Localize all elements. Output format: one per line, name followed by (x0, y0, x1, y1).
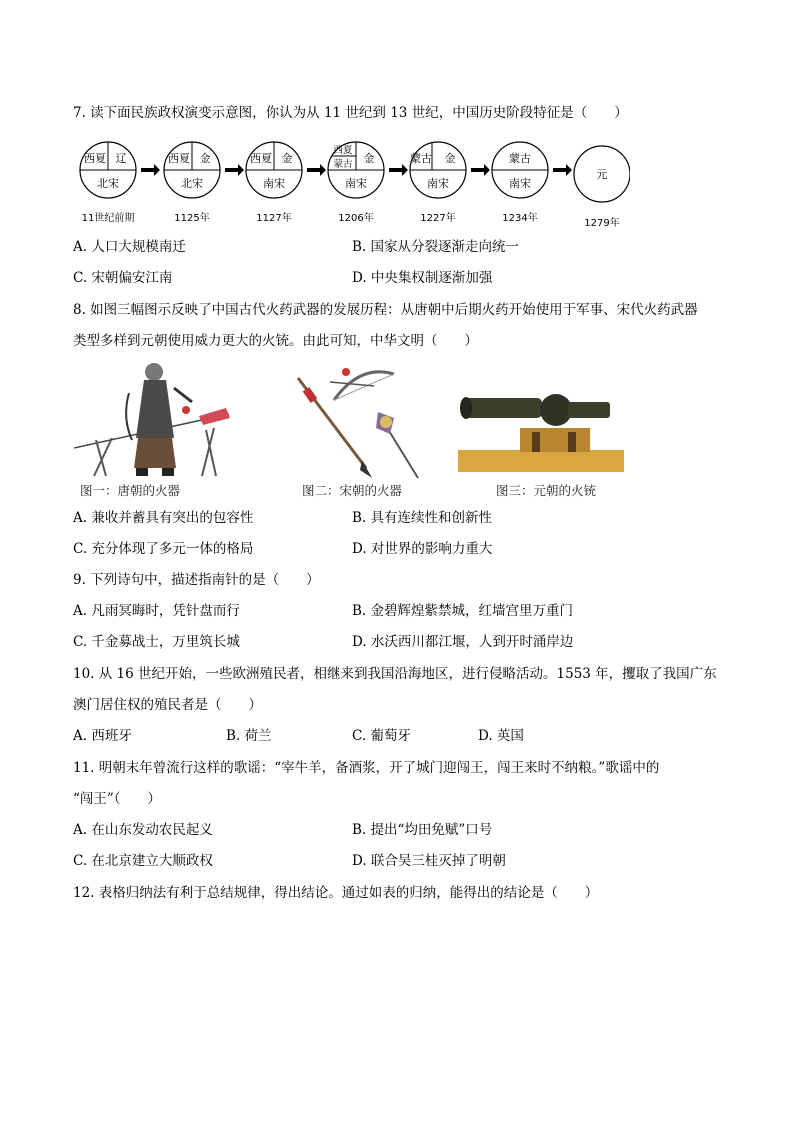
stage3-top-1: 西夏 (250, 152, 272, 165)
q9-option-c[interactable]: C. 千金募战士，万里筑长城 (73, 634, 240, 650)
tang-firearm-image (74, 358, 234, 480)
q10-option-a[interactable]: A. 西班牙 (73, 728, 132, 744)
q7-option-b[interactable]: B. 国家从分裂逐渐走向统一 (352, 239, 520, 255)
song-firearm-image (290, 360, 430, 482)
q10-option-c[interactable]: C. 葡萄牙 (352, 728, 411, 744)
stage5-year: 1227年 (420, 213, 456, 224)
stage4-top-2: 西夏 (333, 145, 353, 156)
q8-option-d[interactable]: D. 对世界的影响力重大 (352, 541, 493, 557)
stage7-year: 1279年 (584, 218, 620, 229)
stage6-bottom: 南宋 (509, 177, 531, 190)
stage3-year: 1127年 (256, 213, 292, 224)
q7-option-c[interactable]: C. 宋朝偏安江南 (73, 270, 173, 286)
q11-option-a[interactable]: A. 在山东发动农民起义 (73, 822, 213, 838)
q10-stem-line1: 10. 从 16 世纪开始，一些欧洲殖民者，相继来到我国沿海地区，进行侵略活动。1553 年，攫取了我国广东 (73, 666, 717, 682)
q11-option-b[interactable]: B. 提出“均田免赋”口号 (352, 822, 493, 838)
q10-stem-line2: 澳门居住权的殖民者是（ ） (73, 697, 262, 713)
stage5-bottom: 南宋 (427, 177, 449, 190)
q8-stem-line1: 8. 如图三幅图示反映了中国古代火药武器的发展历程：从唐朝中后期火药开始使用于军事、宋代火药武器 (73, 302, 698, 318)
stage3-top-2: 金 (281, 152, 293, 165)
q8-option-c[interactable]: C. 充分体现了多元一体的格局 (73, 541, 254, 557)
q11-option-d[interactable]: D. 联合吴三桂灭掉了明朝 (352, 853, 506, 869)
stage4-year: 1206年 (338, 213, 374, 224)
stage-circle-3 (246, 142, 302, 224)
stage1-top-1: 西夏 (84, 152, 106, 165)
q7-stem: 7. 读下面民族政权演变示意图，你认为从 11 世纪到 13 世纪，中国历史阶段特征是（ ） (73, 105, 628, 121)
stage5-top-1: 蒙古 (410, 152, 432, 165)
stage7-bottom: 元 (596, 168, 608, 181)
stage6-top-1: 蒙古 (509, 152, 531, 165)
stage2-bottom: 北宋 (181, 177, 203, 190)
q11-stem-line1: 11. 明朝末年曾流行这样的歌谣：“宰牛羊，备酒浆，开了城门迎闯王，闯王来时不纳粮。”歌谣中的 (73, 760, 660, 776)
q10-option-d[interactable]: D. 英国 (478, 728, 524, 744)
yuan-cannon-image (458, 388, 624, 474)
q9-option-b[interactable]: B. 金碧辉煌紫禁城，红墙宫里万重门 (352, 603, 574, 619)
stage1-top-2: 辽 (115, 152, 127, 165)
stage5-top-2: 金 (444, 152, 456, 165)
q9-option-d[interactable]: D. 水沃西川都江堰，人到开时涌岸边 (352, 634, 574, 650)
figure2-caption: 图二：宋朝的火器 (302, 483, 403, 498)
q12-stem: 12. 表格归纳法有利于总结规律，得出结论。通过如表的归纳，能得出的结论是（ ） (73, 885, 599, 901)
q11-stem-line2: “闯王”（ ） (73, 791, 162, 807)
q7-option-d[interactable]: D. 中央集权制逐渐加强 (352, 270, 493, 286)
q9-stem: 9. 下列诗句中，描述指南针的是（ ） (73, 572, 320, 588)
stage4-bottom: 南宋 (345, 177, 367, 190)
stage6-year: 1234年 (502, 213, 538, 224)
stage-circle-5 (410, 142, 466, 224)
stage2-top-1: 西夏 (168, 152, 190, 165)
q10-option-b[interactable]: B. 荷兰 (226, 728, 272, 744)
q8-stem-line2: 类型多样到元朝使用威力更大的火铳。由此可知，中华文明（ ） (73, 333, 478, 349)
stage2-top-2: 金 (199, 152, 211, 165)
stage4-top-3: 金 (363, 152, 375, 165)
stage1-bottom: 北宋 (97, 177, 119, 190)
q8-option-b[interactable]: B. 具有连续性和创新性 (352, 510, 493, 526)
stage-circle-4 (328, 142, 384, 224)
stage4-top-1: 蒙古 (333, 159, 353, 170)
figure3-caption: 图三：元朝的火铳 (496, 483, 597, 498)
q7-option-a[interactable]: A. 人口大规模南迁 (73, 239, 186, 255)
q11-option-c[interactable]: C. 在北京建立大顺政权 (73, 853, 213, 869)
stage-circle-6 (492, 142, 548, 224)
stage-circle-2 (164, 142, 220, 224)
figure1-caption: 图一：唐朝的火器 (80, 483, 181, 498)
regime-evolution-diagram (70, 134, 630, 234)
stage-circle-1 (80, 142, 136, 224)
stage3-bottom: 南宋 (263, 177, 285, 190)
q8-option-a[interactable]: A. 兼收并蓄具有突出的包容性 (73, 510, 254, 526)
q9-option-a[interactable]: A. 凡雨冥晦时，凭针盘而行 (73, 603, 240, 619)
stage1-year: 11世纪前期 (81, 213, 135, 224)
stage2-year: 1125年 (174, 213, 210, 224)
stage-circle-7 (574, 146, 630, 229)
